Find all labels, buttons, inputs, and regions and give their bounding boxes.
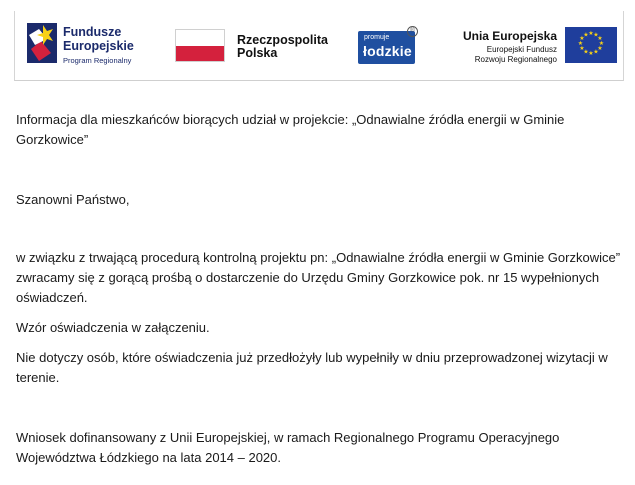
ue-title: Unia Europejska	[462, 29, 557, 43]
fundusze-line2: Europejskie	[63, 39, 134, 53]
svg-text:★: ★	[588, 30, 594, 37]
salutation: Szanowni Państwo,	[16, 192, 130, 207]
svg-text:★: ★	[579, 45, 585, 52]
unia-europejska-logo	[447, 27, 617, 71]
lodzkie-logo	[358, 31, 415, 64]
polish-flag-icon	[175, 29, 225, 62]
svg-text:★: ★	[579, 35, 585, 42]
body-paragraph-1: w związku z trwającą procedurą kontrolną projektu pn: „Odnawialne źródła energii w Gminie Gorzkowice” zwracamy się z gorącą prośbą o dostarczenie do Urzędu Gminy Gorzkowice pok. nr 15 wypełnionych oświadczeń.	[16, 250, 621, 305]
svg-text:★: ★	[598, 40, 605, 47]
svg-text:★: ★	[583, 48, 589, 56]
fundusze-europejskie-logo	[27, 21, 157, 69]
intro-paragraph: Informacja dla mieszkańców biorących udział w projekcie: „Odnawialne źródła energii w Gminie Gorzkowice”	[16, 112, 565, 147]
svg-text:★: ★	[597, 35, 603, 42]
svg-text:★: ★	[597, 45, 603, 52]
lodzkie-small-text: promuje	[364, 34, 390, 41]
body-paragraph-3: Nie dotyczy osób, które oświadczenia już przedłożyły lub wypełniły w dniu przeprowadzonej wizytacji w terenie.	[16, 350, 608, 385]
eu-stars-icon	[565, 27, 617, 63]
svg-text:★: ★	[577, 40, 584, 47]
logo-bar	[14, 11, 624, 81]
ue-subtitle-line1: Europejski Fundusz	[486, 45, 557, 54]
fundusze-europejskie-emblem-icon	[27, 23, 57, 63]
lodzkie-big-text: łodzkie	[363, 43, 412, 59]
rzeczpospolita-line1: Rzeczpospolita	[237, 33, 328, 47]
rzeczpospolita-logo	[175, 29, 335, 69]
registered-mark-icon: ®	[407, 26, 418, 37]
eu-flag-icon	[565, 27, 617, 63]
svg-text:★: ★	[588, 50, 594, 57]
svg-text:★: ★	[583, 31, 589, 39]
ue-subtitle-line2: Rozwoju Regionalnego	[474, 55, 557, 64]
footer-paragraph: Wniosek dofinansowany z Unii Europejskiej, w ramach Regionalnego Programu Operacyjnego Województwa Łódzkiego na lata 2014 – 2020.	[16, 430, 560, 465]
fundusze-subtitle: Program Regionalny	[63, 56, 132, 65]
svg-text:★: ★	[593, 31, 599, 39]
body-paragraph-2: Wzór oświadczenia w załączeniu.	[16, 320, 210, 335]
fundusze-line1: Fundusze	[63, 25, 122, 39]
rzeczpospolita-line2: Polska	[237, 46, 278, 60]
svg-text:★: ★	[593, 48, 599, 56]
